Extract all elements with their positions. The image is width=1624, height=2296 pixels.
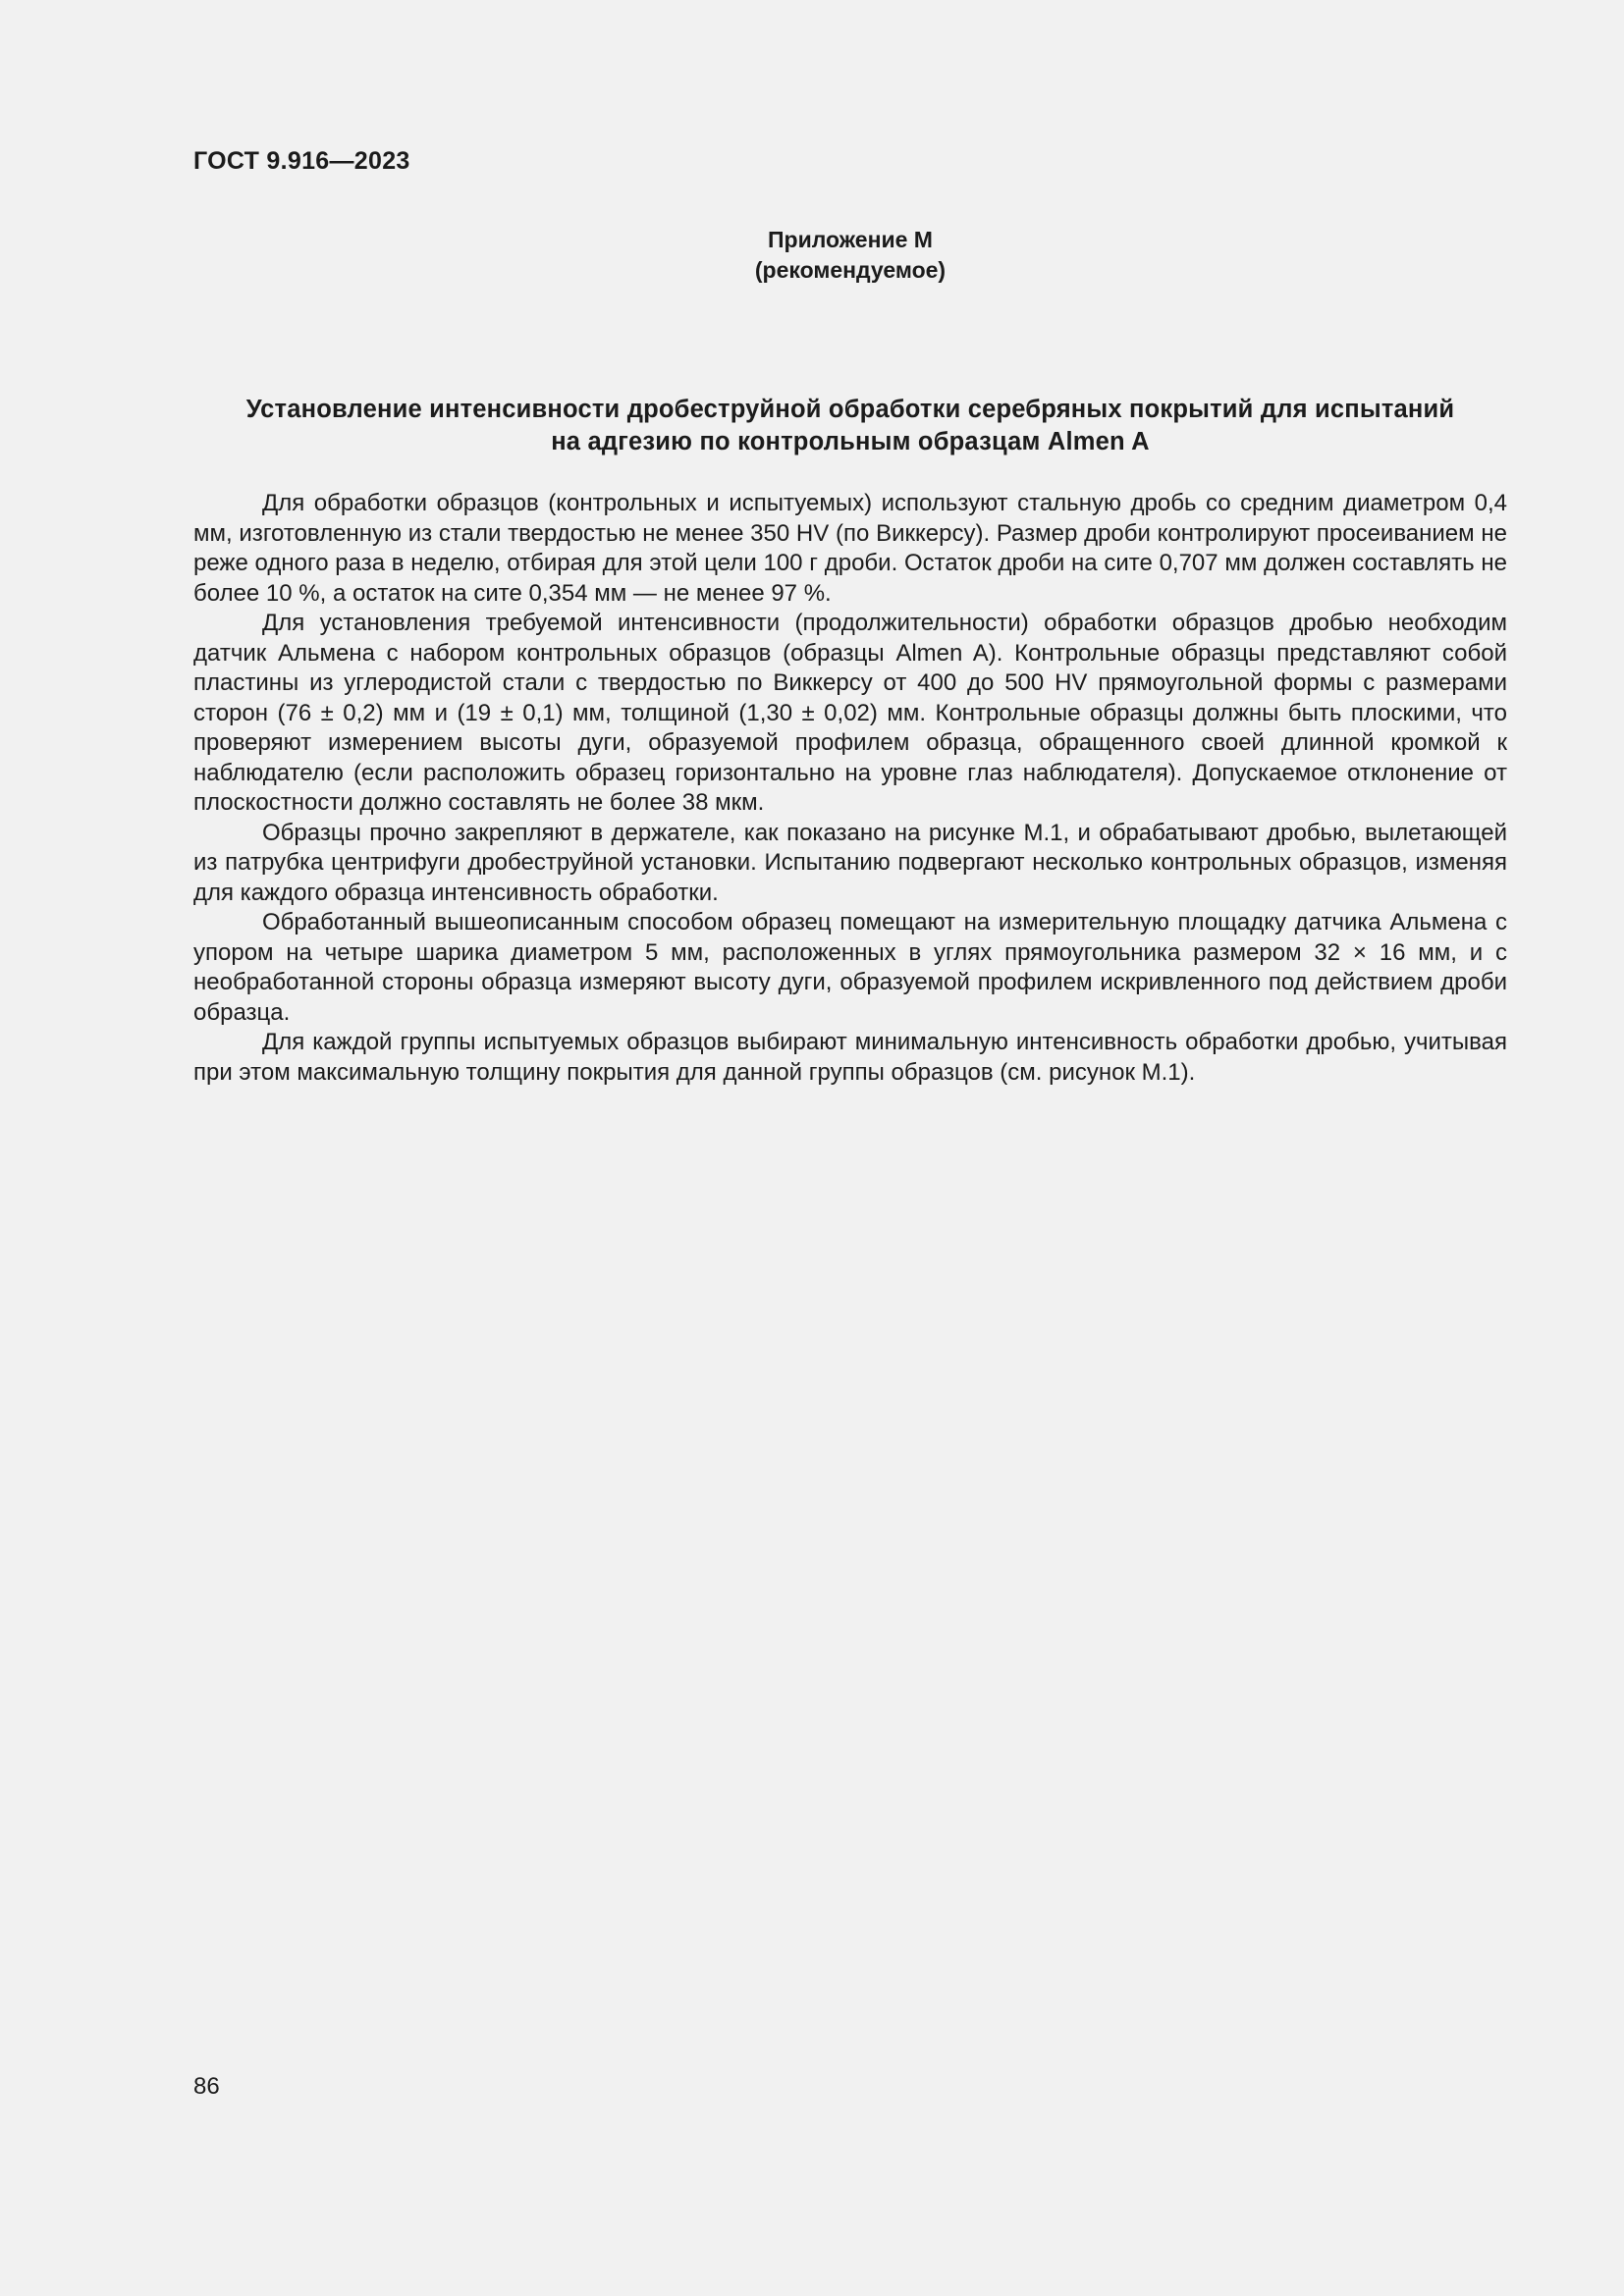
paragraph-3: Образцы прочно закрепляют в держателе, как показано на рисунке М.1, и обрабатывают дробью, вылетающей из патрубка центрифуги дробеструйной установки. Испытанию подвергают несколько контрольных образцов, изменяя для каждого образца интенсивность обработки.	[193, 819, 1507, 906]
page-number: 86	[193, 2073, 220, 2100]
section-title-line-2: на адгезию по контрольным образцам Almen A	[551, 428, 1150, 455]
paragraph-5: Для каждой группы испытуемых образцов выбирают минимальную интенсивность обработки дробью, учитывая при этом максимальную толщину покрытия для данной группы образцов (см. рисунок М.1).	[193, 1029, 1507, 1086]
section-title	[193, 394, 1507, 458]
annex-title: Приложение М	[768, 227, 933, 252]
paragraph-1: Для обработки образцов (контрольных и испытуемых) используют стальную дробь со средним диаметром 0,4 мм, изготовленную из стали твердостью не менее 350 HV (по Виккерсу). Размер дроби контролируют просеиванием не реже одного раза в неделю, отбирая для этой цели 100 г дроби. Остаток дроби на сите 0,707 мм должен составлять не более 10 %, а остаток на сите 0,354 мм — не менее 97 %.	[193, 490, 1507, 607]
paragraph-2: Для установления требуемой интенсивности (продолжительности) обработки образцов дробью необходим датчик Альмена с набором контрольных образцов (образцы Almen A). Контрольные образцы представляют собой пластины из углеродистой стали с твердостью по Виккерсу от 400 до 500 HV прямоугольной формы с размерами сторон (76 ± 0,2) мм и (19 ± 0,1) мм, толщиной (1,30 ± 0,02) мм. Контрольные образцы должны быть плоскими, что проверяют измерением высоты дуги, образуемой профилем образца, обращенного своей длинной кромкой к наблюдателю (если расположить образец горизонтально на уровне глаз наблюдателя). Допускаемое отклонение от плоскостности должно составлять не более 38 мкм.	[193, 610, 1507, 816]
paragraph-4: Обработанный вышеописанным способом образец помещают на измерительную площадку датчика Альмена с упором на четыре шарика диаметром 5 мм, расположенных в углях прямоугольника размером 32 × 16 мм, и с необработанной стороны образца измеряют высоту дуги, образуемой профилем искривленного под действием дроби образца.	[193, 909, 1507, 1026]
body-text	[193, 489, 1507, 1088]
annex-status: (рекомендуемое)	[754, 257, 947, 283]
annex-heading	[193, 225, 1507, 286]
document-code: ГОСТ 9.916—2023	[193, 147, 410, 175]
section-title-line-1: Установление интенсивности дробеструйной обработки серебряных покрытий для испытаний	[245, 396, 1455, 423]
